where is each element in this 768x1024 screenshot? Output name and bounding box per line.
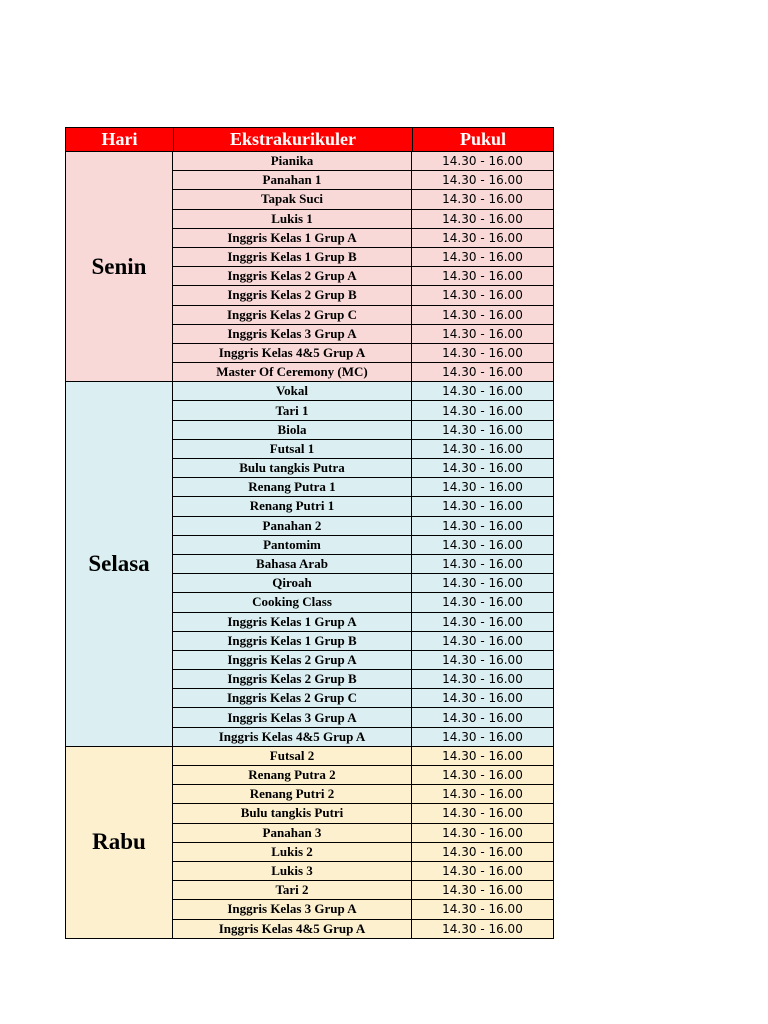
- time-cell: 14.30 - 16.00: [412, 517, 554, 536]
- table-row: [173, 382, 554, 401]
- time-cell: 14.30 - 16.00: [412, 728, 554, 747]
- table-row: [173, 920, 554, 939]
- table-row: [173, 306, 554, 325]
- time-cell: 14.30 - 16.00: [412, 363, 554, 382]
- table-row: [173, 824, 554, 843]
- table-row: [173, 766, 554, 785]
- activity-cell: Vokal: [173, 382, 412, 401]
- time-cell: 14.30 - 16.00: [412, 824, 554, 843]
- table-row: [173, 286, 554, 305]
- table-row: [173, 152, 554, 171]
- activity-cell: Bulu tangkis Putri: [173, 804, 412, 823]
- activity-cell: Inggris Kelas 2 Grup A: [173, 651, 412, 670]
- time-cell: 14.30 - 16.00: [412, 900, 554, 919]
- activity-cell: Master Of Ceremony (MC): [173, 363, 412, 382]
- activity-cell: Inggris Kelas 3 Grup A: [173, 900, 412, 919]
- time-cell: 14.30 - 16.00: [412, 306, 554, 325]
- time-cell: 14.30 - 16.00: [412, 152, 554, 171]
- time-cell: 14.30 - 16.00: [412, 210, 554, 229]
- table-row: [173, 593, 554, 612]
- activity-cell: Bahasa Arab: [173, 555, 412, 574]
- activity-cell: Cooking Class: [173, 593, 412, 612]
- activity-cell: Inggris Kelas 1 Grup B: [173, 248, 412, 267]
- activity-cell: Inggris Kelas 3 Grup A: [173, 708, 412, 727]
- activity-cell: Renang Putra 2: [173, 766, 412, 785]
- time-cell: 14.30 - 16.00: [412, 286, 554, 305]
- time-cell: 14.30 - 16.00: [412, 689, 554, 708]
- table-row: [173, 229, 554, 248]
- activity-cell: Tari 2: [173, 881, 412, 900]
- time-cell: 14.30 - 16.00: [412, 862, 554, 881]
- time-cell: 14.30 - 16.00: [412, 632, 554, 651]
- activity-cell: Panahan 2: [173, 517, 412, 536]
- table-row: [173, 421, 554, 440]
- time-cell: 14.30 - 16.00: [412, 497, 554, 516]
- time-cell: 14.30 - 16.00: [412, 708, 554, 727]
- day-label: Selasa: [65, 382, 173, 747]
- activity-cell: Pantomim: [173, 536, 412, 555]
- time-cell: 14.30 - 16.00: [412, 459, 554, 478]
- time-cell: 14.30 - 16.00: [412, 478, 554, 497]
- table-row: [173, 900, 554, 919]
- activity-cell: Renang Putri 2: [173, 785, 412, 804]
- activity-cell: Futsal 2: [173, 747, 412, 766]
- day-label: Rabu: [65, 747, 173, 939]
- activity-cell: Bulu tangkis Putra: [173, 459, 412, 478]
- table-row: [173, 267, 554, 286]
- time-cell: 14.30 - 16.00: [412, 344, 554, 363]
- table-row: [173, 574, 554, 593]
- table-row: [173, 728, 554, 747]
- activity-cell: Inggris Kelas 2 Grup B: [173, 286, 412, 305]
- time-cell: 14.30 - 16.00: [412, 613, 554, 632]
- time-cell: 14.30 - 16.00: [412, 670, 554, 689]
- activity-rows: [173, 382, 554, 747]
- table-row: [173, 862, 554, 881]
- time-cell: 14.30 - 16.00: [412, 248, 554, 267]
- activity-rows: [173, 152, 554, 382]
- table-row: [173, 632, 554, 651]
- time-cell: 14.30 - 16.00: [412, 267, 554, 286]
- activity-cell: Inggris Kelas 1 Grup B: [173, 632, 412, 651]
- table-row: [173, 651, 554, 670]
- time-cell: 14.30 - 16.00: [412, 229, 554, 248]
- activity-cell: Inggris Kelas 2 Grup C: [173, 689, 412, 708]
- time-cell: 14.30 - 16.00: [412, 747, 554, 766]
- table-row: [173, 613, 554, 632]
- time-cell: 14.30 - 16.00: [412, 651, 554, 670]
- table-row: [173, 459, 554, 478]
- activity-cell: Lukis 3: [173, 862, 412, 881]
- table-row: [173, 401, 554, 420]
- schedule-table: [65, 127, 554, 939]
- time-cell: 14.30 - 16.00: [412, 785, 554, 804]
- activity-cell: Renang Putri 1: [173, 497, 412, 516]
- activity-cell: Inggris Kelas 2 Grup B: [173, 670, 412, 689]
- time-cell: 14.30 - 16.00: [412, 881, 554, 900]
- table-row: [173, 536, 554, 555]
- activity-cell: Pianika: [173, 152, 412, 171]
- table-row: [173, 689, 554, 708]
- activity-cell: Inggris Kelas 4&5 Grup A: [173, 728, 412, 747]
- time-cell: 14.30 - 16.00: [412, 536, 554, 555]
- table-row: [173, 708, 554, 727]
- header-day: Hari: [66, 128, 174, 151]
- activity-cell: Panahan 1: [173, 171, 412, 190]
- time-cell: 14.30 - 16.00: [412, 325, 554, 344]
- time-cell: 14.30 - 16.00: [412, 574, 554, 593]
- table-row: [173, 171, 554, 190]
- time-cell: 14.30 - 16.00: [412, 593, 554, 612]
- activity-cell: Inggris Kelas 1 Grup A: [173, 613, 412, 632]
- time-cell: 14.30 - 16.00: [412, 421, 554, 440]
- header-activity: Ekstrakurikuler: [174, 128, 413, 151]
- day-label: Senin: [65, 152, 173, 382]
- activity-cell: Futsal 1: [173, 440, 412, 459]
- time-cell: 14.30 - 16.00: [412, 401, 554, 420]
- activity-cell: Inggris Kelas 2 Grup A: [173, 267, 412, 286]
- day-group-selasa: [65, 382, 554, 747]
- table-row: [173, 517, 554, 536]
- time-cell: 14.30 - 16.00: [412, 440, 554, 459]
- table-row: [173, 190, 554, 209]
- table-row: [173, 440, 554, 459]
- activity-cell: Inggris Kelas 1 Grup A: [173, 229, 412, 248]
- activity-cell: Qiroah: [173, 574, 412, 593]
- activity-cell: Biola: [173, 421, 412, 440]
- activity-rows: [173, 747, 554, 939]
- table-row: [173, 804, 554, 823]
- table-row: [173, 555, 554, 574]
- time-cell: 14.30 - 16.00: [412, 555, 554, 574]
- time-cell: 14.30 - 16.00: [412, 171, 554, 190]
- table-body: [65, 152, 554, 939]
- activity-cell: Inggris Kelas 4&5 Grup A: [173, 920, 412, 939]
- table-row: [173, 344, 554, 363]
- time-cell: 14.30 - 16.00: [412, 382, 554, 401]
- header-time: Pukul: [459, 129, 507, 149]
- table-row: [173, 843, 554, 862]
- time-cell: 14.30 - 16.00: [412, 766, 554, 785]
- activity-cell: Panahan 3: [173, 824, 412, 843]
- time-cell: 14.30 - 16.00: [412, 920, 554, 939]
- table-row: [173, 325, 554, 344]
- activity-cell: Lukis 2: [173, 843, 412, 862]
- time-cell: 14.30 - 16.00: [412, 804, 554, 823]
- table-row: [173, 670, 554, 689]
- activity-cell: Tari 1: [173, 401, 412, 420]
- activity-cell: Inggris Kelas 4&5 Grup A: [173, 344, 412, 363]
- table-row: [173, 210, 554, 229]
- table-header: [65, 127, 554, 152]
- activity-cell: Inggris Kelas 2 Grup C: [173, 306, 412, 325]
- time-cell: 14.30 - 16.00: [412, 190, 554, 209]
- day-group-senin: [65, 152, 554, 382]
- table-row: [173, 747, 554, 766]
- table-row: [173, 497, 554, 516]
- table-row: [173, 478, 554, 497]
- table-row: [173, 785, 554, 804]
- activity-cell: Renang Putra 1: [173, 478, 412, 497]
- activity-cell: Lukis 1: [173, 210, 412, 229]
- day-group-rabu: [65, 747, 554, 939]
- table-row: [173, 363, 554, 382]
- table-row: [173, 248, 554, 267]
- activity-cell: Inggris Kelas 3 Grup A: [173, 325, 412, 344]
- table-row: [173, 881, 554, 900]
- activity-cell: Tapak Suci: [173, 190, 412, 209]
- time-cell: 14.30 - 16.00: [412, 843, 554, 862]
